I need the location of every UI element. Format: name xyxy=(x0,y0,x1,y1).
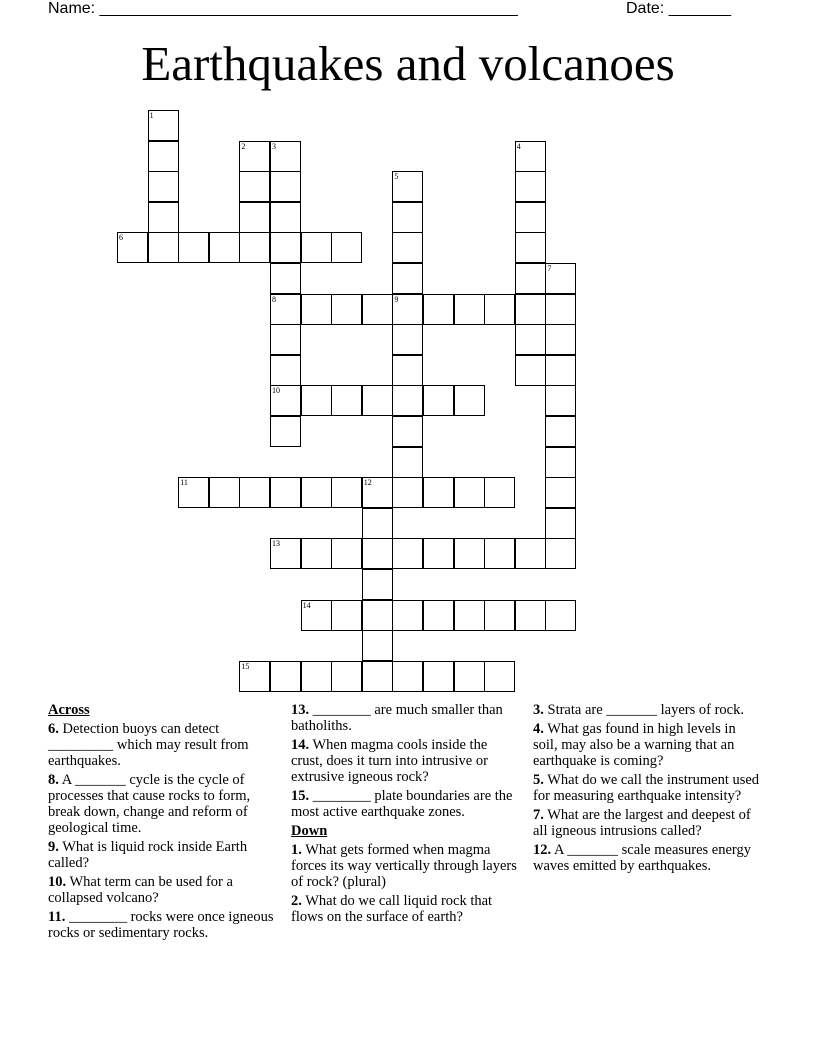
clue-number: 9. xyxy=(48,839,59,855)
clue-item xyxy=(533,721,761,769)
clue-item xyxy=(291,702,519,734)
clue-item xyxy=(48,874,276,906)
crossword-cell[interactable] xyxy=(301,538,332,569)
crossword-cell[interactable] xyxy=(423,477,454,508)
crossword-cell[interactable] xyxy=(362,630,393,661)
crossword-cell[interactable] xyxy=(301,661,332,692)
clue-text: A _______ scale measures energy waves emitted by earthquakes. xyxy=(533,842,751,874)
cell-clue-number: 10 xyxy=(272,386,280,396)
clue-text: ________ plate boundaries are the most active earthquake zones. xyxy=(291,788,513,820)
clue-item xyxy=(48,909,276,941)
crossword-cell[interactable] xyxy=(301,294,332,325)
crossword-cell[interactable] xyxy=(484,477,515,508)
crossword-cell[interactable] xyxy=(545,447,576,478)
clue-number: 14. xyxy=(291,737,310,753)
crossword-cell[interactable] xyxy=(270,202,301,233)
clue-item xyxy=(48,839,276,871)
clue-number: 5. xyxy=(533,772,544,788)
crossword-cell[interactable] xyxy=(545,385,576,416)
cell-clue-number: 11 xyxy=(180,478,188,488)
clue-section-heading: Down xyxy=(291,823,328,839)
crossword-cell[interactable] xyxy=(362,538,393,569)
crossword-cell[interactable] xyxy=(362,477,393,508)
cell-clue-number: 12 xyxy=(363,478,372,488)
crossword-cell[interactable] xyxy=(515,294,546,325)
crossword-cell[interactable] xyxy=(270,661,301,692)
cell-clue-number: 9 xyxy=(394,294,399,304)
crossword-cell[interactable] xyxy=(148,141,179,172)
crossword-cell[interactable] xyxy=(392,171,423,202)
crossword-cell[interactable] xyxy=(392,263,423,294)
clues-column-2 xyxy=(291,702,519,928)
crossword-cell[interactable] xyxy=(545,538,576,569)
clue-number: 12. xyxy=(533,842,552,858)
clue-item xyxy=(291,893,519,925)
clue-text: What gas found in high levels in soil, may also be a warning that an earthquake is coming? xyxy=(533,721,736,769)
crossword-cell[interactable] xyxy=(392,447,423,478)
clue-number: 10. xyxy=(48,874,67,890)
clue-text: What is liquid rock inside Earth called? xyxy=(48,839,248,871)
crossword-cell[interactable] xyxy=(545,416,576,447)
crossword-cell[interactable] xyxy=(515,538,546,569)
clue-number: 11. xyxy=(48,909,66,925)
crossword-cell[interactable] xyxy=(301,385,332,416)
crossword-cell[interactable] xyxy=(392,477,423,508)
crossword-cell[interactable] xyxy=(515,263,546,294)
crossword-cell[interactable] xyxy=(515,202,546,233)
clue-item xyxy=(48,721,276,769)
crossword-cell[interactable] xyxy=(545,508,576,539)
crossword-cell[interactable] xyxy=(515,171,546,202)
clues-column-3 xyxy=(533,702,761,877)
clue-text: Strata are _______ layers of rock. xyxy=(547,702,744,718)
crossword-cell[interactable] xyxy=(545,294,576,325)
clue-number: 3. xyxy=(533,702,544,718)
crossword-cell[interactable] xyxy=(392,232,423,263)
clue-text: What do we call liquid rock that flows on the surface of earth? xyxy=(291,893,493,925)
crossword-cell[interactable] xyxy=(392,385,423,416)
clue-text: ________ are much smaller than batholiths. xyxy=(291,702,503,734)
crossword-cell[interactable] xyxy=(270,324,301,355)
crossword-cell[interactable] xyxy=(270,355,301,386)
crossword-cell[interactable] xyxy=(454,477,485,508)
crossword-cell[interactable] xyxy=(392,202,423,233)
clue-item xyxy=(291,737,519,785)
crossword-cell[interactable] xyxy=(484,538,515,569)
clue-item xyxy=(48,772,276,836)
clue-number: 15. xyxy=(291,788,310,804)
cell-clue-number: 2 xyxy=(241,141,246,151)
clue-item xyxy=(291,842,519,890)
crossword-cell[interactable] xyxy=(270,171,301,202)
clue-item xyxy=(533,842,761,874)
crossword-cell[interactable] xyxy=(515,232,546,263)
crossword-cell[interactable] xyxy=(362,569,393,600)
clue-section-heading: Across xyxy=(48,702,90,718)
crossword-cell[interactable] xyxy=(239,232,270,263)
crossword-cell[interactable] xyxy=(331,294,362,325)
crossword-cell[interactable] xyxy=(301,477,332,508)
clue-item xyxy=(533,702,761,718)
crossword-cell[interactable] xyxy=(515,600,546,631)
clue-text: A _______ cycle is the cycle of processes that cause rocks to form, break down, change and reform of geological time. xyxy=(48,772,251,836)
crossword-cell[interactable] xyxy=(545,600,576,631)
crossword-cell[interactable] xyxy=(362,508,393,539)
crossword-cell[interactable] xyxy=(545,477,576,508)
cell-clue-number: 6 xyxy=(119,233,123,243)
clue-item xyxy=(533,772,761,804)
crossword-cell[interactable] xyxy=(423,385,454,416)
clue-text: When magma cools inside the crust, does it turn into intrusive or extrusive igneous rock? xyxy=(291,737,488,785)
clue-number: 7. xyxy=(533,807,544,823)
cell-clue-number: 8 xyxy=(272,294,276,304)
crossword-cell[interactable] xyxy=(484,600,515,631)
crossword-cell[interactable] xyxy=(239,477,270,508)
crossword-cell[interactable] xyxy=(392,355,423,386)
clue-number: 1. xyxy=(291,842,302,858)
crossword-cell[interactable] xyxy=(209,477,240,508)
crossword-cell[interactable] xyxy=(148,202,179,233)
clue-text: What term can be used for a collapsed volcano? xyxy=(48,874,233,906)
crossword-cell[interactable] xyxy=(423,661,454,692)
crossword-cell[interactable] xyxy=(545,355,576,386)
crossword-cell[interactable] xyxy=(331,477,362,508)
crossword-cell[interactable] xyxy=(331,538,362,569)
crossword-cell[interactable] xyxy=(178,477,209,508)
crossword-cell[interactable] xyxy=(545,263,576,294)
crossword-cell[interactable] xyxy=(362,661,393,692)
crossword-cell[interactable] xyxy=(392,294,423,325)
crossword-cell[interactable] xyxy=(331,232,362,263)
crossword-cell[interactable] xyxy=(423,294,454,325)
clue-text: Detection buoys can detect _________ which may result from earthquakes. xyxy=(48,721,249,769)
crossword-cell[interactable] xyxy=(270,385,301,416)
crossword-cell[interactable] xyxy=(270,141,301,172)
crossword-cell[interactable] xyxy=(331,600,362,631)
crossword-cell[interactable] xyxy=(270,538,301,569)
crossword-cell[interactable] xyxy=(454,538,485,569)
clue-number: 4. xyxy=(533,721,544,737)
clue-number: 6. xyxy=(48,721,59,737)
cell-clue-number: 13 xyxy=(272,539,280,549)
crossword-cell[interactable] xyxy=(331,385,362,416)
cell-clue-number: 4 xyxy=(516,141,521,151)
crossword-cell[interactable] xyxy=(148,171,179,202)
crossword-cell[interactable] xyxy=(454,385,485,416)
crossword-cell[interactable] xyxy=(392,324,423,355)
crossword-cell[interactable] xyxy=(515,324,546,355)
cell-clue-number: 15 xyxy=(241,661,250,671)
clue-number: 8. xyxy=(48,772,59,788)
crossword-cell[interactable] xyxy=(239,171,270,202)
crossword-cell[interactable] xyxy=(362,385,393,416)
crossword-cell[interactable] xyxy=(148,110,179,141)
crossword-cell[interactable] xyxy=(270,416,301,447)
crossword-cell[interactable] xyxy=(301,600,332,631)
clue-text: What do we call the instrument used for measuring earthquake intensity? xyxy=(533,772,760,804)
crossword-cell[interactable] xyxy=(270,263,301,294)
date-field-label: Date: _______ xyxy=(626,0,731,17)
crossword-cell[interactable] xyxy=(239,661,270,692)
crossword-cell[interactable] xyxy=(392,416,423,447)
crossword-cell[interactable] xyxy=(148,232,179,263)
crossword-cell[interactable] xyxy=(209,232,240,263)
crossword-cell[interactable] xyxy=(454,661,485,692)
crossword-cell[interactable] xyxy=(239,202,270,233)
crossword-cell[interactable] xyxy=(423,600,454,631)
cell-clue-number: 5 xyxy=(394,172,399,182)
cell-clue-number: 1 xyxy=(149,111,154,120)
crossword-cell[interactable] xyxy=(484,294,515,325)
clue-text: ________ rocks were once igneous rocks or sedimentary rocks. xyxy=(48,909,274,941)
clue-number: 2. xyxy=(291,893,302,909)
crossword-cell[interactable] xyxy=(515,141,546,172)
crossword-cell[interactable] xyxy=(270,232,301,263)
cell-clue-number: 14 xyxy=(302,600,311,610)
clue-text: What gets formed when magma forces its way vertically through layers of rock? (plural) xyxy=(291,842,517,890)
crossword-cell[interactable] xyxy=(270,477,301,508)
crossword-cell[interactable] xyxy=(392,538,423,569)
name-field-label: Name: _______________________________________________ xyxy=(48,0,518,17)
clues-column-1 xyxy=(48,702,276,944)
clue-item xyxy=(533,807,761,839)
crossword-cell[interactable] xyxy=(392,661,423,692)
clue-item xyxy=(291,788,519,820)
crossword-cell[interactable] xyxy=(392,600,423,631)
crossword-cell[interactable] xyxy=(545,324,576,355)
crossword-cell[interactable] xyxy=(178,232,209,263)
crossword-cell[interactable] xyxy=(331,661,362,692)
crossword-cell[interactable] xyxy=(454,600,485,631)
crossword-cell[interactable] xyxy=(484,661,515,692)
clue-number: 13. xyxy=(291,702,310,718)
crossword-cell[interactable] xyxy=(239,141,270,172)
crossword-cell[interactable] xyxy=(454,294,485,325)
crossword-cell[interactable] xyxy=(270,294,301,325)
crossword-cell[interactable] xyxy=(362,294,393,325)
crossword-cell[interactable] xyxy=(423,538,454,569)
crossword-cell[interactable] xyxy=(301,232,332,263)
cell-clue-number: 3 xyxy=(272,141,276,151)
crossword-cell[interactable] xyxy=(117,232,148,263)
crossword-cell[interactable] xyxy=(362,600,393,631)
cell-clue-number: 7 xyxy=(547,264,552,273)
crossword-cell[interactable] xyxy=(515,355,546,386)
page-title: Earthquakes and volcanoes xyxy=(141,36,675,91)
clue-text: What are the largest and deepest of all igneous intrusions called? xyxy=(533,807,751,839)
